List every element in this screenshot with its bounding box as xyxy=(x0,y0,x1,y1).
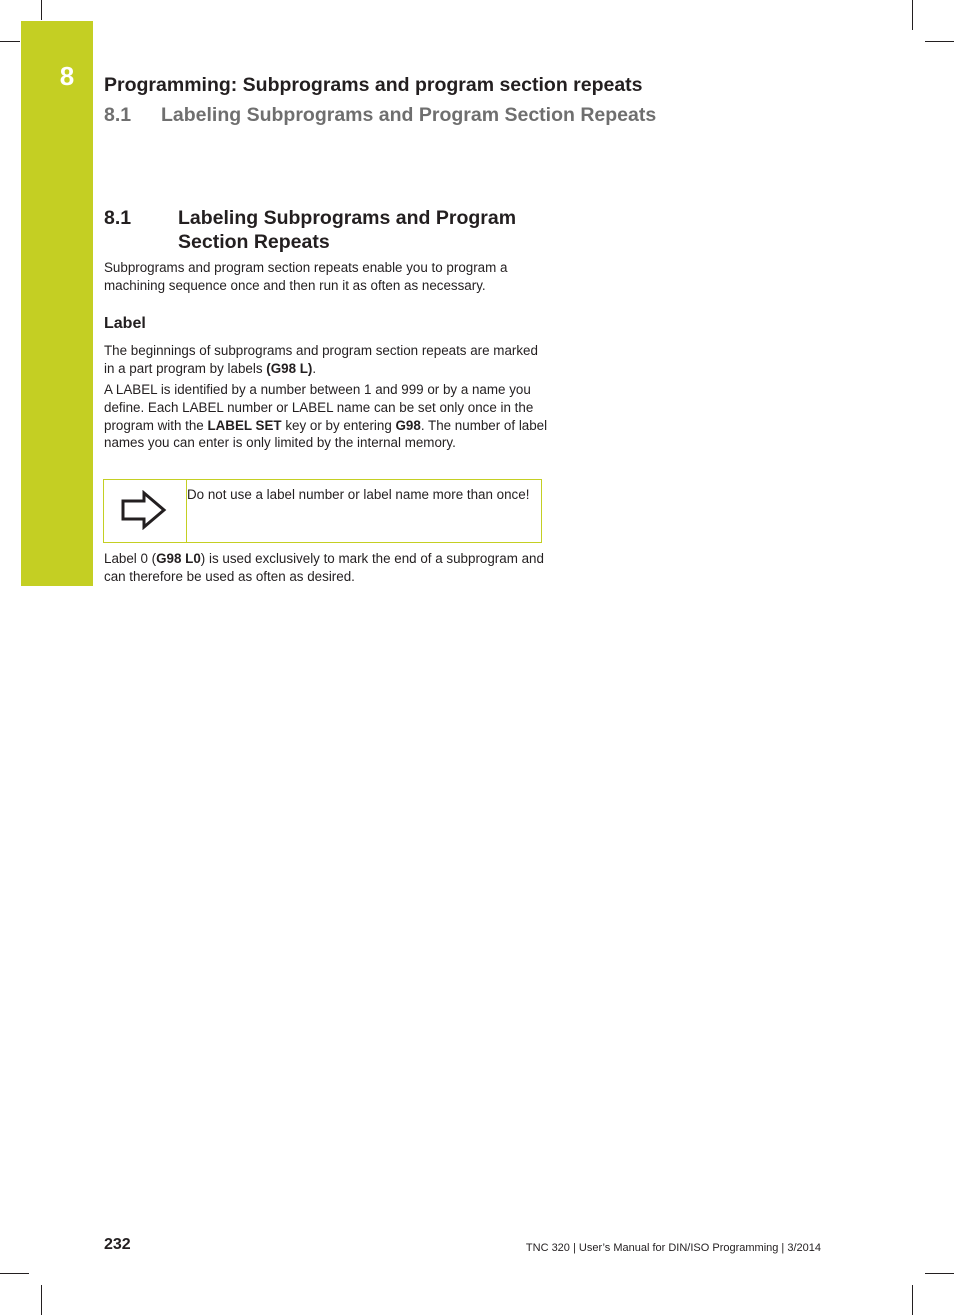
text-run: ) is used exclusively to mark the end of a subprogram and can therefore be used as often as desired. xyxy=(104,551,544,584)
label-paragraph-3 xyxy=(104,550,549,586)
running-header-section xyxy=(104,104,656,127)
note-text: Do not use a label number or label name more than once! xyxy=(187,487,530,502)
code-g98: G98 xyxy=(395,417,421,433)
text-run: key or by entering xyxy=(281,417,396,433)
key-label-set: LABEL SET xyxy=(207,417,282,433)
footer-text: TNC 320 | User’s Manual for DIN/ISO Programming | 3/2014 xyxy=(525,1242,821,1254)
code-g98-l0: G98 L0 xyxy=(156,551,201,566)
label-heading: Label xyxy=(104,315,146,332)
running-header-title: Programming: Subprograms and program section repeats xyxy=(104,74,643,96)
text-run: . xyxy=(312,360,317,376)
intro-paragraph: Subprograms and program section repeats enable you to program a machining sequence once and then run it as often as necessary. xyxy=(104,260,508,293)
text-run: . The number of label names you can enter is only limited by the internal memory. xyxy=(104,417,548,451)
text-run: A LABEL is identified by a number between 1 and 999 or by a name you define. Each LABEL number or LABEL name can be set only once in the program with the xyxy=(104,382,534,433)
arrow-right-icon xyxy=(121,490,167,530)
running-section-title: Labeling Subprograms and Program Section Repeats xyxy=(161,104,657,126)
code-g98-l: (G98 L) xyxy=(266,360,313,376)
label-paragraph-1 xyxy=(104,342,549,378)
crop-mark xyxy=(925,41,954,42)
crop-mark xyxy=(0,1273,29,1274)
chapter-number: 8 xyxy=(59,61,75,91)
chapter-tab xyxy=(21,21,93,586)
crop-mark xyxy=(41,0,42,20)
running-section-number: 8.1 xyxy=(104,104,132,126)
label-paragraph-2 xyxy=(104,381,549,452)
note-box xyxy=(103,479,542,543)
section-number: 8.1 xyxy=(104,207,132,229)
crop-mark xyxy=(41,1285,42,1315)
section-heading xyxy=(104,206,554,254)
text-run: The beginnings of subprograms and program section repeats are marked in a part program by labels xyxy=(104,343,538,376)
crop-mark xyxy=(912,0,913,30)
page-number: 232 xyxy=(104,1236,131,1253)
section-title: Labeling Subprograms and Program Section Repeats xyxy=(178,207,517,253)
crop-mark xyxy=(925,1273,954,1274)
text-run: Label 0 ( xyxy=(104,551,157,566)
crop-mark xyxy=(0,41,20,42)
note-icon-cell xyxy=(104,480,187,542)
crop-mark xyxy=(912,1285,913,1315)
